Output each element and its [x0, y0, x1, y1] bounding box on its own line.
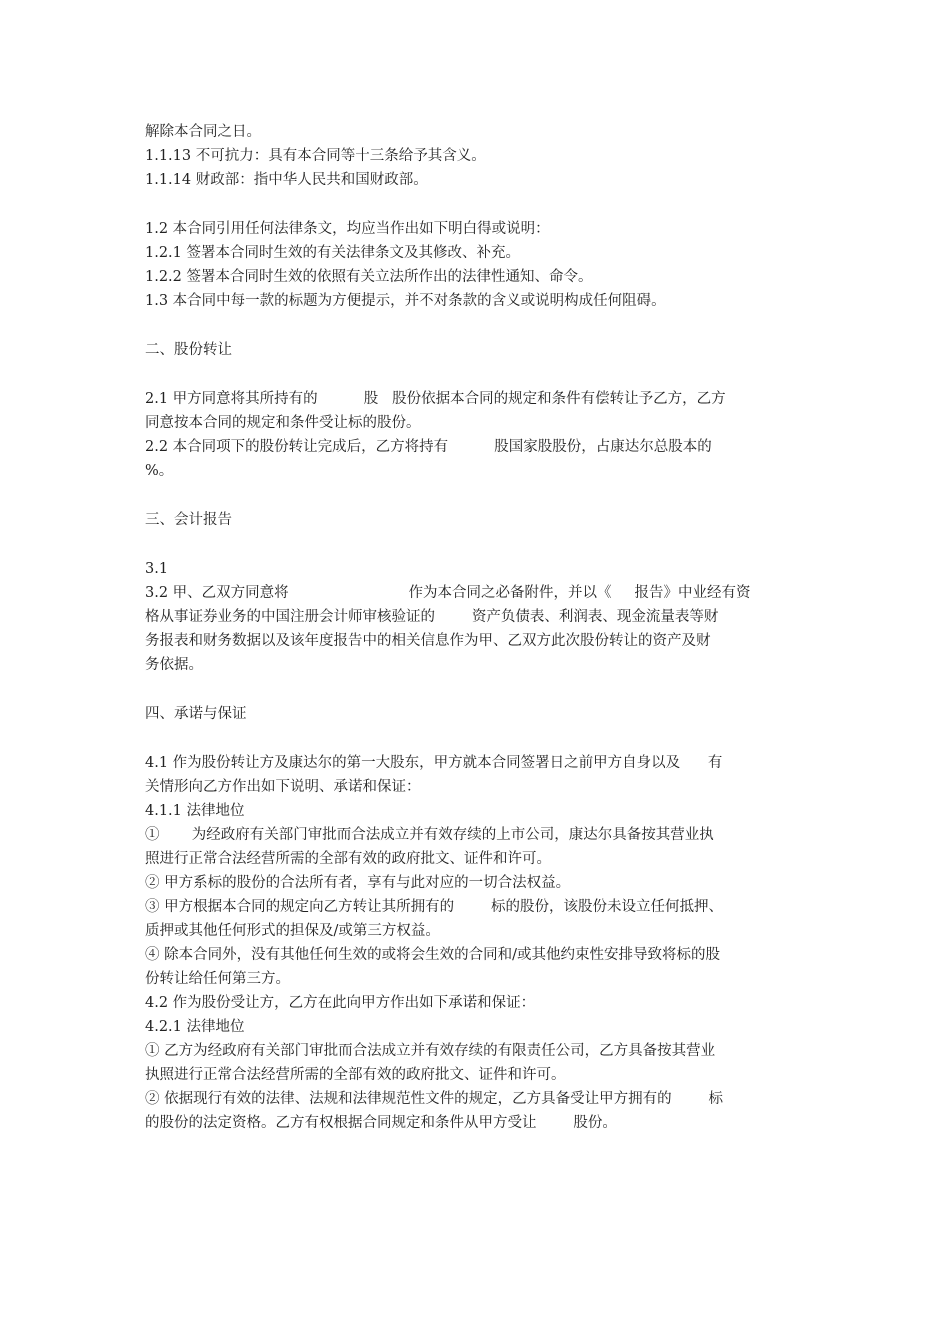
- clause-2-1-cont: 同意按本合同的规定和条件受让标的股份。: [145, 415, 421, 431]
- clause-4-2-1-item-2-cont: 的股份的法定资格。乙方有权根据合同规定和条件从甲方受让 股份。: [145, 1115, 617, 1131]
- spacer: [145, 362, 809, 387]
- clause-2-1: 2.1 甲方同意将其所持有的 股 股份依据本合同的规定和条件有偿转让予乙方，乙方: [145, 391, 726, 407]
- clause-4-2-1-item-1-cont: 执照进行正常合法经营所需的全部有效的政府批文、证件和许可。: [145, 1067, 566, 1083]
- clause-4-1: 4.1 作为股份转让方及康达尔的第一大股东，甲方就本合同签署日之前甲方自身以及 有: [145, 755, 723, 771]
- clause-4-1-1-item-1-cont: 照进行正常合法经营所需的全部有效的政府批文、证件和许可。: [145, 851, 551, 867]
- clause-4-2-1: 4.2.1 法律地位: [145, 1019, 245, 1035]
- clause-4-1-1-item-2: ② 甲方系标的股份的合法所有者，享有与此对应的一切合法权益。: [145, 875, 571, 891]
- section-heading-2: 二、股份转让: [145, 342, 232, 358]
- clause-3-2-cont: 务依据。: [145, 657, 203, 673]
- clause-4-1-1-item-1: ① 为经政府有关部门审批而合法成立并有效存续的上市公司，康达尔具备按其营业执: [145, 827, 714, 843]
- clause-4-2-1-item-2: ② 依据现行有效的法律、法规和法律规范性文件的规定，乙方具备受让甲方拥有的 标: [145, 1091, 723, 1107]
- clause-3-2-cont: 格从事证券业务的中国注册会计师审核验证的 资产负债表、利润表、现金流量表等财: [145, 609, 719, 625]
- clause-3-1: 3.1: [145, 561, 169, 577]
- clause-1-2-1: 1.2.1 签署本合同时生效的有关法律条文及其修改、补充。: [145, 245, 521, 261]
- spacer: [145, 726, 809, 751]
- text-line: 解除本合同之日。: [145, 124, 261, 140]
- clause-4-1-1-item-4: ④ 除本合同外，没有其他任何生效的或将会生效的合同和/或其他约束性安排导致将标的股: [145, 947, 720, 963]
- spacer: [145, 192, 809, 217]
- clause-4-1-1-item-3-cont: 质押或其他任何形式的担保及/或第三方权益。: [145, 923, 440, 939]
- clause-4-1-cont: 关情形向乙方作出如下说明、承诺和保证：: [145, 779, 421, 795]
- clause-3-2-cont: 务报表和财务数据以及该年度报告中的相关信息作为甲、乙双方此次股份转让的资产及财: [145, 633, 711, 649]
- spacer: [145, 677, 809, 702]
- clause-1-1-13: 1.1.13 不可抗力：具有本合同等十三条给予其含义。: [145, 148, 486, 164]
- clause-4-1-1-item-4-cont: 份转让给任何第三方。: [145, 971, 290, 987]
- spacer: [145, 313, 809, 338]
- clause-3-2: 3.2 甲、乙双方同意将 作为本合同之必备附件，并以《 报告》中业经有资: [145, 585, 751, 601]
- clause-4-1-1: 4.1.1 法律地位: [145, 803, 245, 819]
- clause-1-3: 1.3 本合同中每一款的标题为方便提示，并不对条款的含义或说明构成任何阻碍。: [145, 293, 666, 309]
- clause-1-2-2: 1.2.2 签署本合同时生效的依照有关立法所作出的法律性通知、命令。: [145, 269, 593, 285]
- clause-1-1-14: 1.1.14 财政部：指中华人民共和国财政部。: [145, 172, 428, 188]
- clause-4-2-1-item-1: ① 乙方为经政府有关部门审批而合法成立并有效存续的有限责任公司，乙方具备按其营业: [145, 1043, 716, 1059]
- clause-1-2: 1.2 本合同引用任何法律条文，均应当作出如下明白得或说明：: [145, 221, 550, 237]
- clause-4-2: 4.2 作为股份受让方，乙方在此向甲方作出如下承诺和保证：: [145, 995, 536, 1011]
- spacer: [145, 532, 809, 557]
- clause-2-2-cont: %。: [145, 463, 174, 479]
- spacer: [145, 483, 809, 508]
- document-body: [145, 120, 809, 1135]
- section-heading-4: 四、承诺与保证: [145, 706, 247, 722]
- clause-2-2: 2.2 本合同项下的股份转让完成后，乙方将持有 股国家股股份，占康达尔总股本的: [145, 439, 712, 455]
- section-heading-3: 三、会计报告: [145, 512, 232, 528]
- clause-4-1-1-item-3: ③ 甲方根据本合同的规定向乙方转让其所拥有的 标的股份，该股份未设立任何抵押、: [145, 899, 723, 915]
